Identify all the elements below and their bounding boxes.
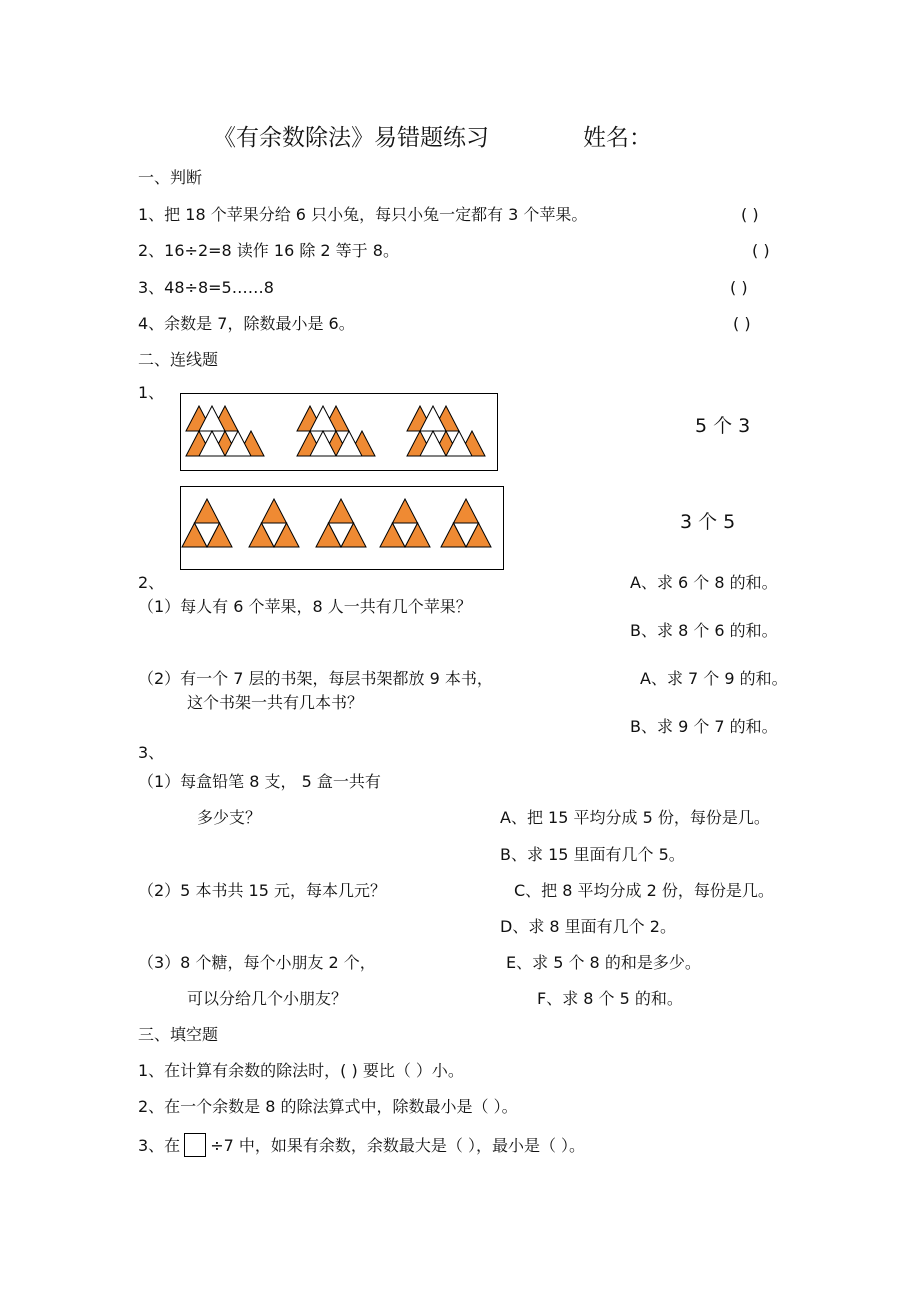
q2-p2-option-b[interactable]: B、求 9 个 7 的和。: [630, 717, 778, 736]
fill-q3: [138, 1133, 585, 1157]
q3-p3-line2: 可以分给几个小朋友？: [187, 989, 348, 1008]
q2-p1-option-b[interactable]: B、求 8 个 6 的和。: [630, 621, 778, 640]
q2-p2-option-a[interactable]: A、求 7 个 9 的和。: [640, 669, 788, 688]
triangle-group-5: [249, 499, 299, 547]
name-label: 姓名：: [583, 125, 652, 151]
section1-heading: 一、判断: [138, 168, 203, 187]
triangle-group-3: [186, 406, 264, 456]
triangle-box-1: [180, 393, 498, 471]
triangle-box-2: [180, 486, 504, 570]
q3-option-b[interactable]: B、求 15 里面有几个 5。: [500, 845, 685, 864]
fill-q3-suffix[interactable]: ÷7 中，如果有余数，余数最大是（ ），最小是（ ）。: [210, 1136, 586, 1155]
triangle-group-5: [380, 499, 430, 547]
q3-p2[interactable]: （2）5 本书共 15 元，每本几元？: [138, 881, 386, 900]
triangle-group-5: [182, 499, 232, 547]
judge-bracket-1[interactable]: ( ): [741, 205, 759, 224]
q2-p2-question-line2: 这个书架一共有几本书？: [187, 693, 364, 712]
page-title: 《有余数除法》易错题练习: [213, 125, 489, 151]
label-3-of-5[interactable]: 3 个 5: [680, 511, 736, 533]
fill-q3-prefix: 3、在: [138, 1136, 181, 1155]
triangle-group-3: [297, 406, 375, 456]
judge-item-1: 1、把 18 个苹果分给 6 只小兔，每只小兔一定都有 3 个苹果。: [138, 205, 588, 224]
q3-option-e[interactable]: E、求 5 个 8 的和是多少。: [506, 953, 701, 972]
judge-bracket-4[interactable]: ( ): [733, 314, 751, 333]
q1-number: 1、: [138, 383, 165, 402]
judge-bracket-2[interactable]: ( ): [752, 241, 770, 260]
triangle-group-5: [441, 499, 491, 547]
judge-item-4: 4、余数是 7，除数最小是 6。: [138, 314, 355, 333]
q2-number: 2、: [138, 573, 165, 592]
label-5-of-3[interactable]: 5 个 3: [695, 415, 751, 437]
q3-option-f[interactable]: F、求 8 个 5 的和。: [537, 989, 683, 1008]
triangle-group-3: [407, 406, 485, 456]
judge-bracket-3[interactable]: ( ): [730, 278, 748, 297]
judge-item-2: 2、16÷2=8 读作 16 除 2 等于 8。: [138, 241, 399, 260]
q2-p1-option-a[interactable]: A、求 6 个 8 的和。: [630, 573, 778, 592]
q2-p2-question-line1[interactable]: （2）有一个 7 层的书架，每层书架都放 9 本书，: [138, 669, 493, 688]
q3-option-c[interactable]: C、把 8 平均分成 2 份，每份是几。: [514, 881, 774, 900]
q3-p1-line1[interactable]: （1）每盒铅笔 8 支， 5 盒一共有: [138, 772, 381, 791]
blank-square-input[interactable]: [184, 1133, 206, 1157]
q3-p3-line1[interactable]: （3）8 个糖，每个小朋友 2 个，: [138, 953, 376, 972]
q3-option-a[interactable]: A、把 15 平均分成 5 份，每份是几。: [500, 808, 770, 827]
triangle-group-5: [316, 499, 366, 547]
q2-p1-question[interactable]: （1）每人有 6 个苹果，8 人一共有几个苹果？: [138, 597, 472, 616]
q3-number: 3、: [138, 743, 165, 762]
fill-q1[interactable]: 1、在计算有余数的除法时，( ) 要比（ ）小。: [138, 1061, 464, 1080]
section3-heading: 三、填空题: [138, 1025, 219, 1044]
judge-item-3: 3、48÷8=5……8: [138, 278, 274, 297]
section2-heading: 二、连线题: [138, 350, 219, 369]
q3-option-d[interactable]: D、求 8 里面有几个 2。: [500, 917, 676, 936]
q3-p1-line2: 多少支？: [197, 808, 262, 827]
fill-q2[interactable]: 2、在一个余数是 8 的除法算式中，除数最小是（ ）。: [138, 1097, 518, 1116]
